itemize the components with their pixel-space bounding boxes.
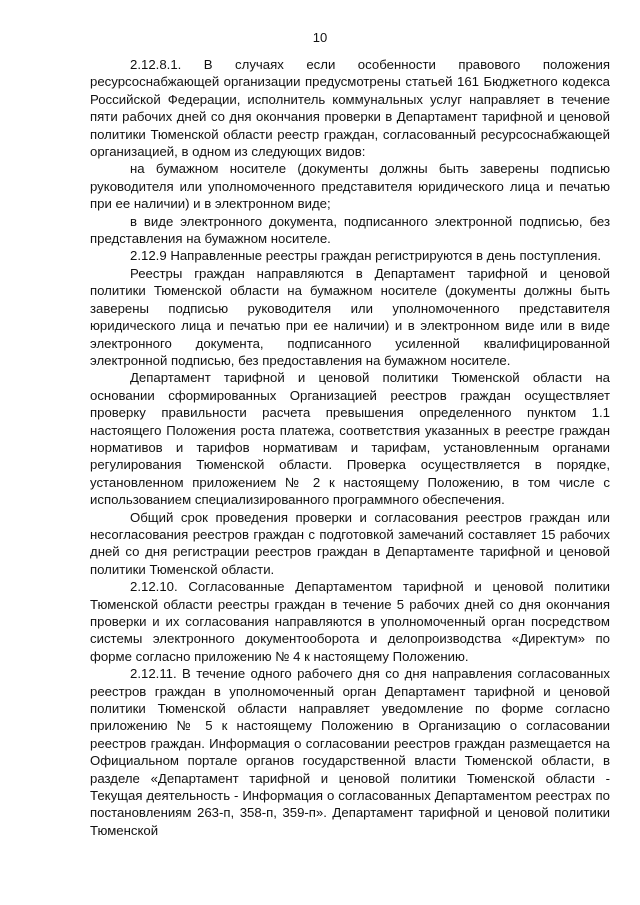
paragraph-check-period: Общий срок проведения проверки и согласования реестров граждан или несогласования реестров граждан с подготовкой замечаний составляет 15 рабочих дней со дня регистрации реестров граждан в Департаменте тарифной и ценовой политики Тюменской области. xyxy=(90,509,610,577)
paragraph-department-check: Департамент тарифной и ценовой политики Тюменской области на основании сформированных Организацией реестров граждан осуществляет проверку правильности расчета превышения определенного пунктом 1.1 настоящего Положения роста платежа, соответствия указанных в реестре граждан нормативов и тарифов нормативам и тарифам, установленным органами регулирования Тюменской области. Проверка осуществляется в порядке, установленном приложением № 2 к настоящему Положению, в том числе с использованием специализированного программного обеспечения. xyxy=(90,370,610,508)
paragraph-2-12-11: 2.12.11. В течение одного рабочего дня со дня направления согласованных реестров граждан в уполномоченный орган Департамент тарифной и ценовой политики Тюменской области направляет уведомление по форме согласно приложению № 5 к настоящему Положению в Организацию о согласовании реестров граждан. Информация о согласовании реестров граждан размещается на Официальном портале органов государственной власти Тюменской области, в разделе «Департамент тарифной и ценовой политики Тюменской области - Текущая деятельность - Информация о согласованных Департаментом реестрах по постановлениям 263-п, 358-п, 359-п». Департамент тарифной и ценовой политики Тюменской xyxy=(90,666,610,838)
paragraph-2-12-9: 2.12.9 Направленные реестры граждан регистрируются в день поступления. xyxy=(130,248,602,264)
paragraph-2-12-10: 2.12.10. Согласованные Департаментом тарифной и ценовой политики Тюменской области реестры граждан в течение 5 рабочих дней со дня окончания проверки и их согласования направляются в уполномоченный орган посредством системы электронного документооборота и делопроизводства «Директум» по форме согласно приложению № 4 к настоящему Положению. xyxy=(90,579,610,664)
document-body xyxy=(90,56,610,839)
paragraph-paper-form: на бумажном носителе (документы должны быть заверены подписью руководителя или уполномоченного представителя юридического лица и печатью при ее наличии) и в электронном виде; xyxy=(90,161,610,212)
page-number: 10 xyxy=(312,30,328,45)
paragraph-registries-submission: Реестры граждан направляются в Департамент тарифной и ценовой политики Тюменской области на бумажном носителе (документы должны быть заверены подписью руководителя или уполномоченного представителя юридического лица и печатью при ее наличии) и в электронном виде или в виде электронного документа, подписанного усиленной квалифицированной электронной подписью, без предоставления на бумажном носителе. xyxy=(90,265,610,368)
paragraph-2-12-8-1: 2.12.8.1. В случаях если особенности правового положения ресурсоснабжающей организации предусмотрены статьей 161 Бюджетного кодекса Российской Федерации, исполнитель коммунальных услуг направляет в течение пяти рабочих дней со дня окончания проверки в Департамент тарифной и ценовой политики Тюменской области реестр граждан, согласованный ресурсоснабжающей организацией, в одном из следующих видов: xyxy=(90,57,610,160)
paragraph-electronic-form: в виде электронного документа, подписанного электронной подписью, без представления на бумажном носителе. xyxy=(90,213,610,247)
